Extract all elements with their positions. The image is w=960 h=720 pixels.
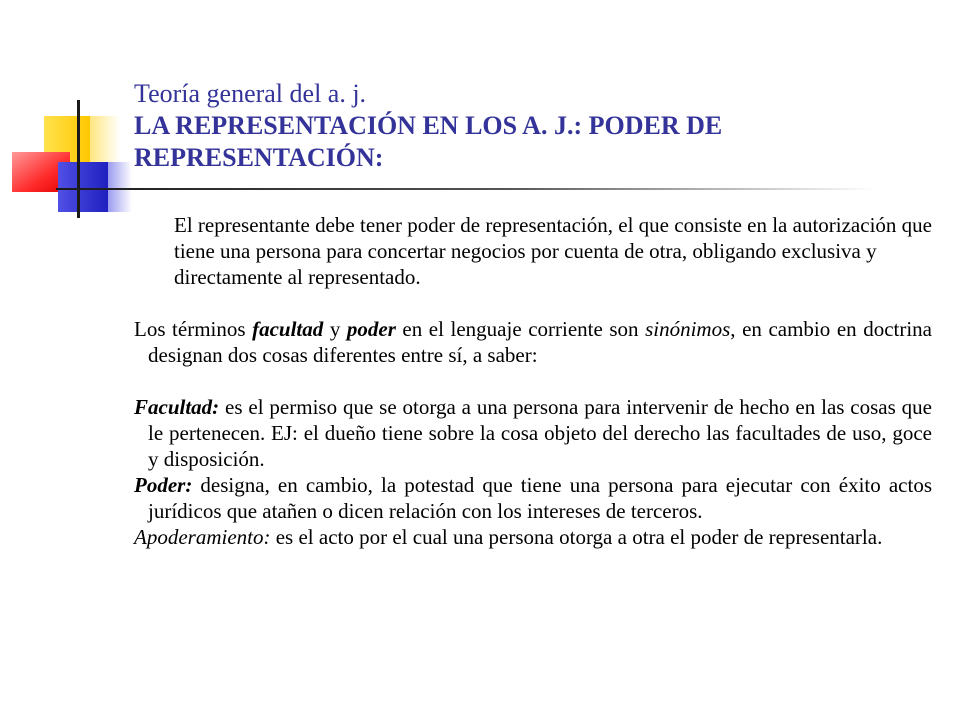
definition-term: Facultad: [134,395,220,419]
vertical-line [77,100,80,218]
paragraph-terminos: Los términos facultad y poder en el lenguaje corriente son sinónimos, en cambio en doctrina designan dos cosas diferentes entre sí, a saber: [134,317,932,367]
paragraph-apoderamiento: Apoderamiento: es el acto por el cual una persona otorga a otra el poder de representarla. [134,525,883,549]
blue-fade [108,162,132,212]
paragraph-representante: El representante debe tener poder de representación, el que consiste en la autorización que tiene una persona para concertar negocios por cuenta de otra, obligando exclusiva y directamente al representado. [174,213,932,289]
term-sinonimos: sinónimos [645,317,731,341]
definition-term: Apoderamiento: [134,525,271,549]
slide-body [134,212,932,550]
blue-square [58,162,108,212]
term-facultad: facultad [252,317,324,341]
paragraph-facultad: Facultad: es el permiso que se otorga a una persona para intervenir de hecho en las cosas que le pertenecen. EJ: el dueño tiene sobre la cosa objeto del derecho las facultades de uso, goce y disposición. [134,395,932,471]
title-line-1: Teoría general del a. j. [134,79,367,108]
term-poder: poder [346,317,396,341]
definition-term: Poder: [134,473,193,497]
title-line-2: LA REPRESENTACIÓN EN LOS A. J.: PODER DE REPRESENTACIÓN: [134,111,723,172]
slide-title [134,78,894,174]
title-underline [56,188,876,190]
yellow-fade [90,116,120,168]
paragraph-poder: Poder: designa, en cambio, la potestad que tiene una persona para ejecutar con éxito actos jurídicos que atañen o dicen relación con los intereses de terceros. [134,473,932,523]
